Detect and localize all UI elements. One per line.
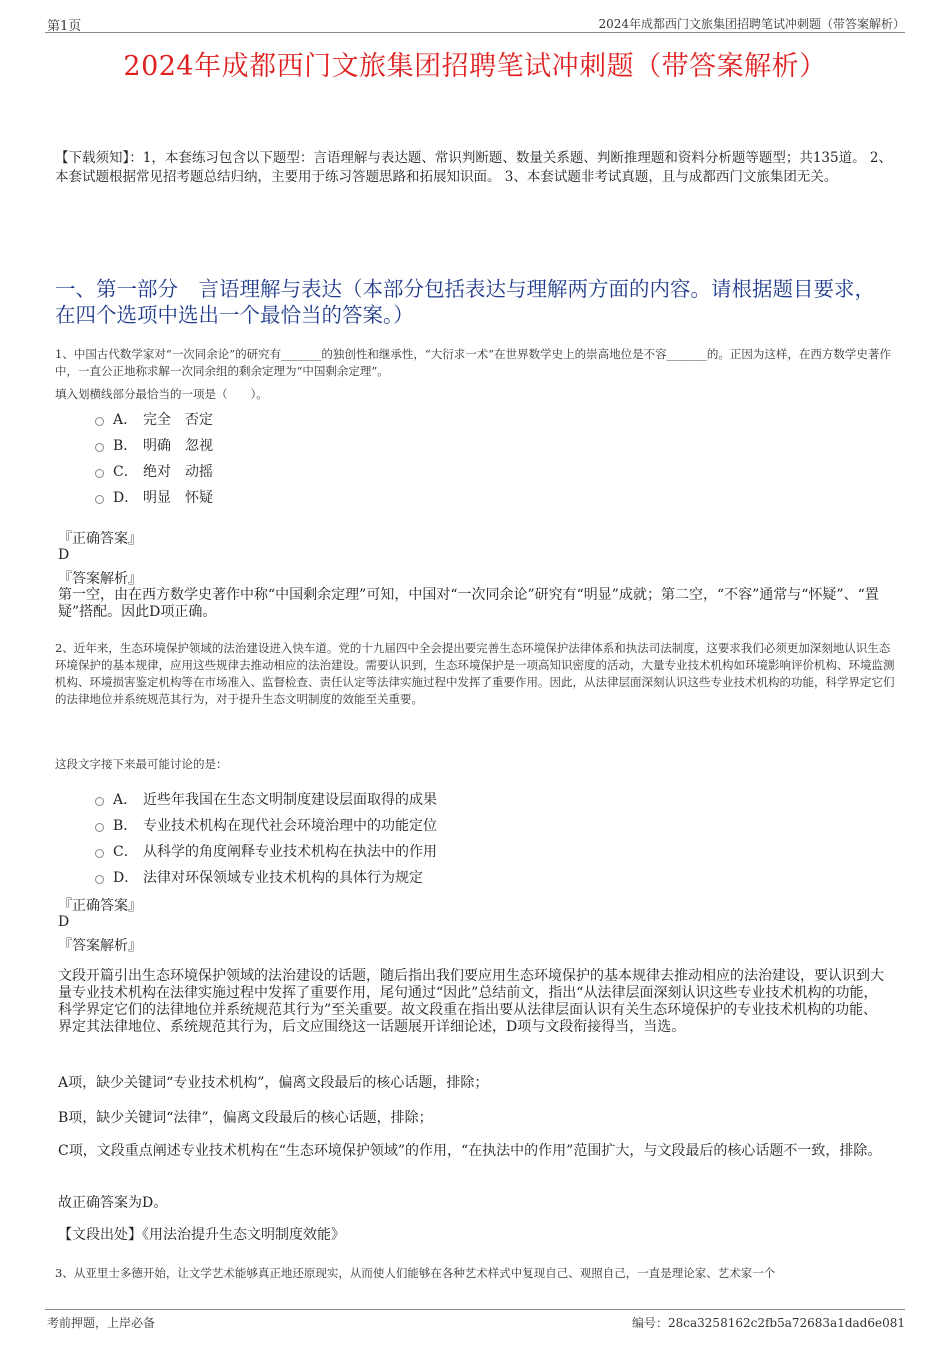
question-2-text: 2、近年来，生态环境保护领域的法治建设进入快车道。党的十九届四中全会提出要完善生态环境保护法律体系和执法司法制度，这要求我们必须更加深刻地认识生态环境保护的基本规律，应用这些规律去推动相应的法治建设。需要认识到，生态环境保护是一项高知识密度的活动，大量专业技术机构如环境影响评价机构、环境监测机构、环境损害鉴定机构等在市场准入、监督检查、责任认定等法律实施过程中发挥了重要作用。因此，从法律层面深刻认识这些专业技术机构的功能，科学界定它们的法律地位并系统规范其行为，对于提升生态文明制度的效能至关重要。: [55, 641, 895, 706]
analysis-text: 第一空，由在西方数学史著作中称“中国剩余定理”可知，中国对“一次同余论”研究有“明显”成就；第二空，“不容”通常与“怀疑”、“置疑”搭配。因此D项正确。: [58, 587, 879, 620]
section-title: 一、第一部分 言语理解与表达（本部分包括表达与理解两方面的内容。请根据题目要求，在四个选项中选出一个最恰当的答案。）: [55, 277, 875, 327]
analysis-label: 『答案解析』: [58, 938, 142, 954]
option-b[interactable]: [95, 432, 213, 458]
option-a[interactable]: [95, 406, 213, 432]
option-letter: A．: [113, 792, 138, 808]
header-doc-title: 2024年成都西门文旅集团招聘笔试冲刺题（带答案解析）: [598, 17, 905, 31]
option-letter: C．: [113, 844, 138, 860]
radio-button[interactable]: [95, 875, 104, 884]
option-letter: D．: [113, 490, 139, 506]
option-letter: D．: [113, 870, 139, 886]
footer-divider: [45, 1309, 905, 1310]
page-title: 2024年成都西门文旅集团招聘笔试冲刺题（带答案解析）: [123, 51, 827, 82]
question-1-text: 1、中国古代数学家对“一次同余论”的研究有_______的独创性和继承性，“大衍求一术”在世界数学史上的崇高地位是不容_______的。正因为这样，在西方数学史著作中，一直公正地称求解一次同余组的剩余定理为“中国剩余定理”。: [55, 347, 891, 378]
header-divider: [45, 32, 905, 33]
option-letter: B．: [113, 818, 138, 834]
option-letter: A．: [113, 412, 138, 428]
option-a[interactable]: [95, 786, 437, 812]
conclusion: 故正确答案为D。: [58, 1195, 168, 1211]
question-1-options: [95, 406, 213, 510]
option-text: 明确 忽视: [143, 438, 213, 454]
radio-button[interactable]: [95, 443, 104, 452]
option-c[interactable]: [95, 458, 213, 484]
answer-label: 『正确答案』: [58, 531, 142, 547]
analysis-option-c: C项，文段重点阐述专业技术机构在“生态环境保护领域”的作用，“在执法中的作用”范围扩大，与文段最后的核心话题不一致，排除。: [58, 1143, 882, 1159]
option-text: 法律对环保领域专业技术机构的具体行为规定: [143, 870, 423, 886]
option-d[interactable]: [95, 864, 437, 890]
radio-button[interactable]: [95, 849, 104, 858]
option-d[interactable]: [95, 484, 213, 510]
option-text: 近些年我国在生态文明制度建设层面取得的成果: [143, 792, 437, 808]
download-notice: 【下载须知】：1，本套练习包含以下题型：言语理解与表达题、常识判断题、数量关系题、判断推理题和资料分析题等题型；共135道。 2、本套试题根据常见招考题总结归纳，主要用于练习答题思路和拓展知识面。 3、本套试题非考试真题，且与成都西门文旅集团无关。: [55, 150, 892, 185]
option-letter: B．: [113, 438, 138, 454]
question-2-prompt: 这段文字接下来最可能讨论的是：: [55, 757, 228, 771]
analysis-text: 文段开篇引出生态环境保护领域的法治建设的话题，随后指出我们要应用生态环境保护的基本规律去推动相应的法治建设，要认识到大量专业技术机构在法律实施过程中发挥了重要作用，尾句通过“因此”总结前文，指出“从法律层面深刻认识这些专业技术机构的功能，科学界定它们的法律地位并系统规范其行为”至关重要。故文段重在指出要从法律层面认识有关生态环境保护的专业技术机构的功能、界定其法律地位、系统规范其行为，后文应围绕这一话题展开详细论述，D项与文段衔接得当，当选。: [58, 968, 884, 1035]
question-2-options: [95, 786, 437, 890]
option-text: 绝对 动摇: [143, 464, 213, 480]
radio-button[interactable]: [95, 469, 104, 478]
footer-slogan: 考前押题，上岸必备: [47, 1316, 156, 1330]
radio-button[interactable]: [95, 823, 104, 832]
text-source: 【文段出处】《用法治提升生态文明制度效能》: [58, 1227, 345, 1243]
option-b[interactable]: [95, 812, 437, 838]
question-1-prompt: 填入划横线部分最恰当的一项是（ ）。: [55, 387, 268, 401]
answer-value: D: [58, 547, 70, 563]
footer-code: 编号：28ca3258162c2fb5a72683a1dad6e081: [632, 1316, 905, 1330]
radio-button[interactable]: [95, 417, 104, 426]
answer-value: D: [58, 914, 70, 930]
option-c[interactable]: [95, 838, 437, 864]
option-text: 从科学的角度阐释专业技术机构在执法中的作用: [143, 844, 437, 860]
analysis-label: 『答案解析』: [58, 571, 142, 587]
option-text: 完全 否定: [143, 412, 213, 428]
radio-button[interactable]: [95, 495, 104, 504]
analysis-option-b: B项，缺少关键词“法律”，偏离文段最后的核心话题，排除；: [58, 1110, 433, 1126]
question-3-text: 3、从亚里士多德开始，让文学艺术能够真正地还原现实，从而使人们能够在各种艺术样式中复现自己、观照自己，一直是理论家、艺术家一个: [55, 1266, 776, 1280]
analysis-option-a: A项，缺少关键词“专业技术机构”，偏离文段最后的核心话题，排除；: [58, 1075, 489, 1091]
page-number: 第1页: [47, 19, 82, 34]
option-letter: C．: [113, 464, 138, 480]
radio-button[interactable]: [95, 797, 104, 806]
answer-label: 『正确答案』: [58, 898, 142, 914]
option-text: 专业技术机构在现代社会环境治理中的功能定位: [143, 818, 437, 834]
option-text: 明显 怀疑: [143, 490, 213, 506]
